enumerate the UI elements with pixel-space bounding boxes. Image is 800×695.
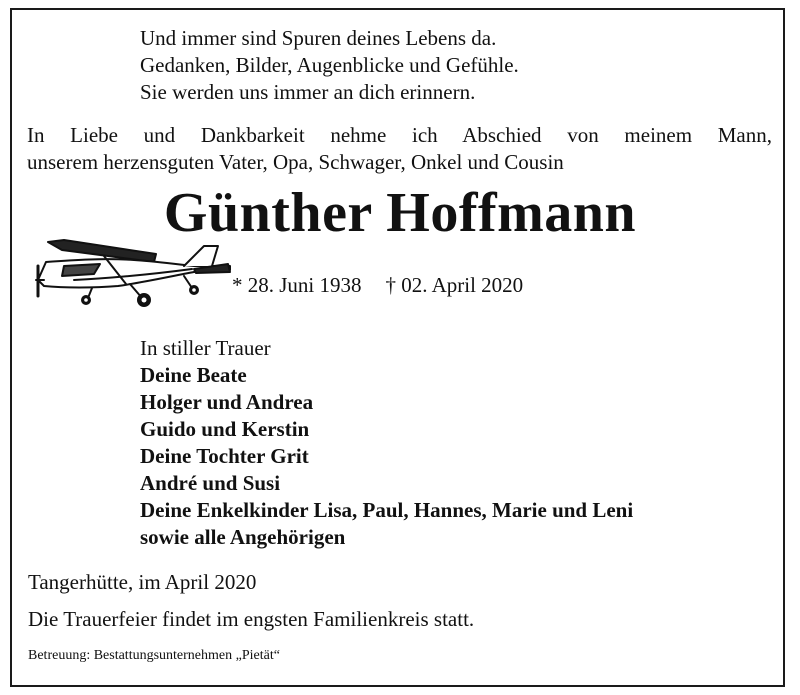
airplane-icon <box>34 236 232 312</box>
poem-line-1: Und immer sind Spuren deines Lebens da. <box>140 26 497 50</box>
poem-line-2: Gedanken, Bilder, Augenblicke und Gefühle. <box>140 53 519 77</box>
mourner-name: sowie alle Angehörigen <box>140 525 346 549</box>
ceremony-note: Die Trauerfeier findet im engsten Familienkreis statt. <box>28 607 475 631</box>
mourner-name: Deine Beate <box>140 363 247 387</box>
mourner-name: Deine Tochter Grit <box>140 444 309 468</box>
birth-date: * 28. Juni 1938 <box>232 273 362 297</box>
intro-line-2: unserem herzensguten Vater, Opa, Schwager, Onkel und Cousin <box>27 150 564 174</box>
poem-line-3: Sie werden uns immer an dich erinnern. <box>140 80 476 104</box>
undertaker-credit: Betreuung: Bestattungsunternehmen „Pietät“ <box>28 648 280 663</box>
mourner-name: André und Susi <box>140 471 281 495</box>
intro-line-1: In Liebe und Dankbarkeit nehme ich Abschied von meinem Mann, <box>27 123 772 147</box>
mourner-name: Holger und Andrea <box>140 390 314 414</box>
place-date: Tangerhütte, im April 2020 <box>28 570 257 594</box>
mourner-name: Guido und Kerstin <box>140 417 310 441</box>
deceased-name: Günther Hoffmann <box>163 182 637 244</box>
death-date: † 02. April 2020 <box>385 273 524 297</box>
mourners-heading: In stiller Trauer <box>140 336 271 360</box>
mourner-name: Deine Enkelkinder Lisa, Paul, Hannes, Marie und Leni <box>140 498 634 522</box>
life-dates <box>232 275 523 296</box>
